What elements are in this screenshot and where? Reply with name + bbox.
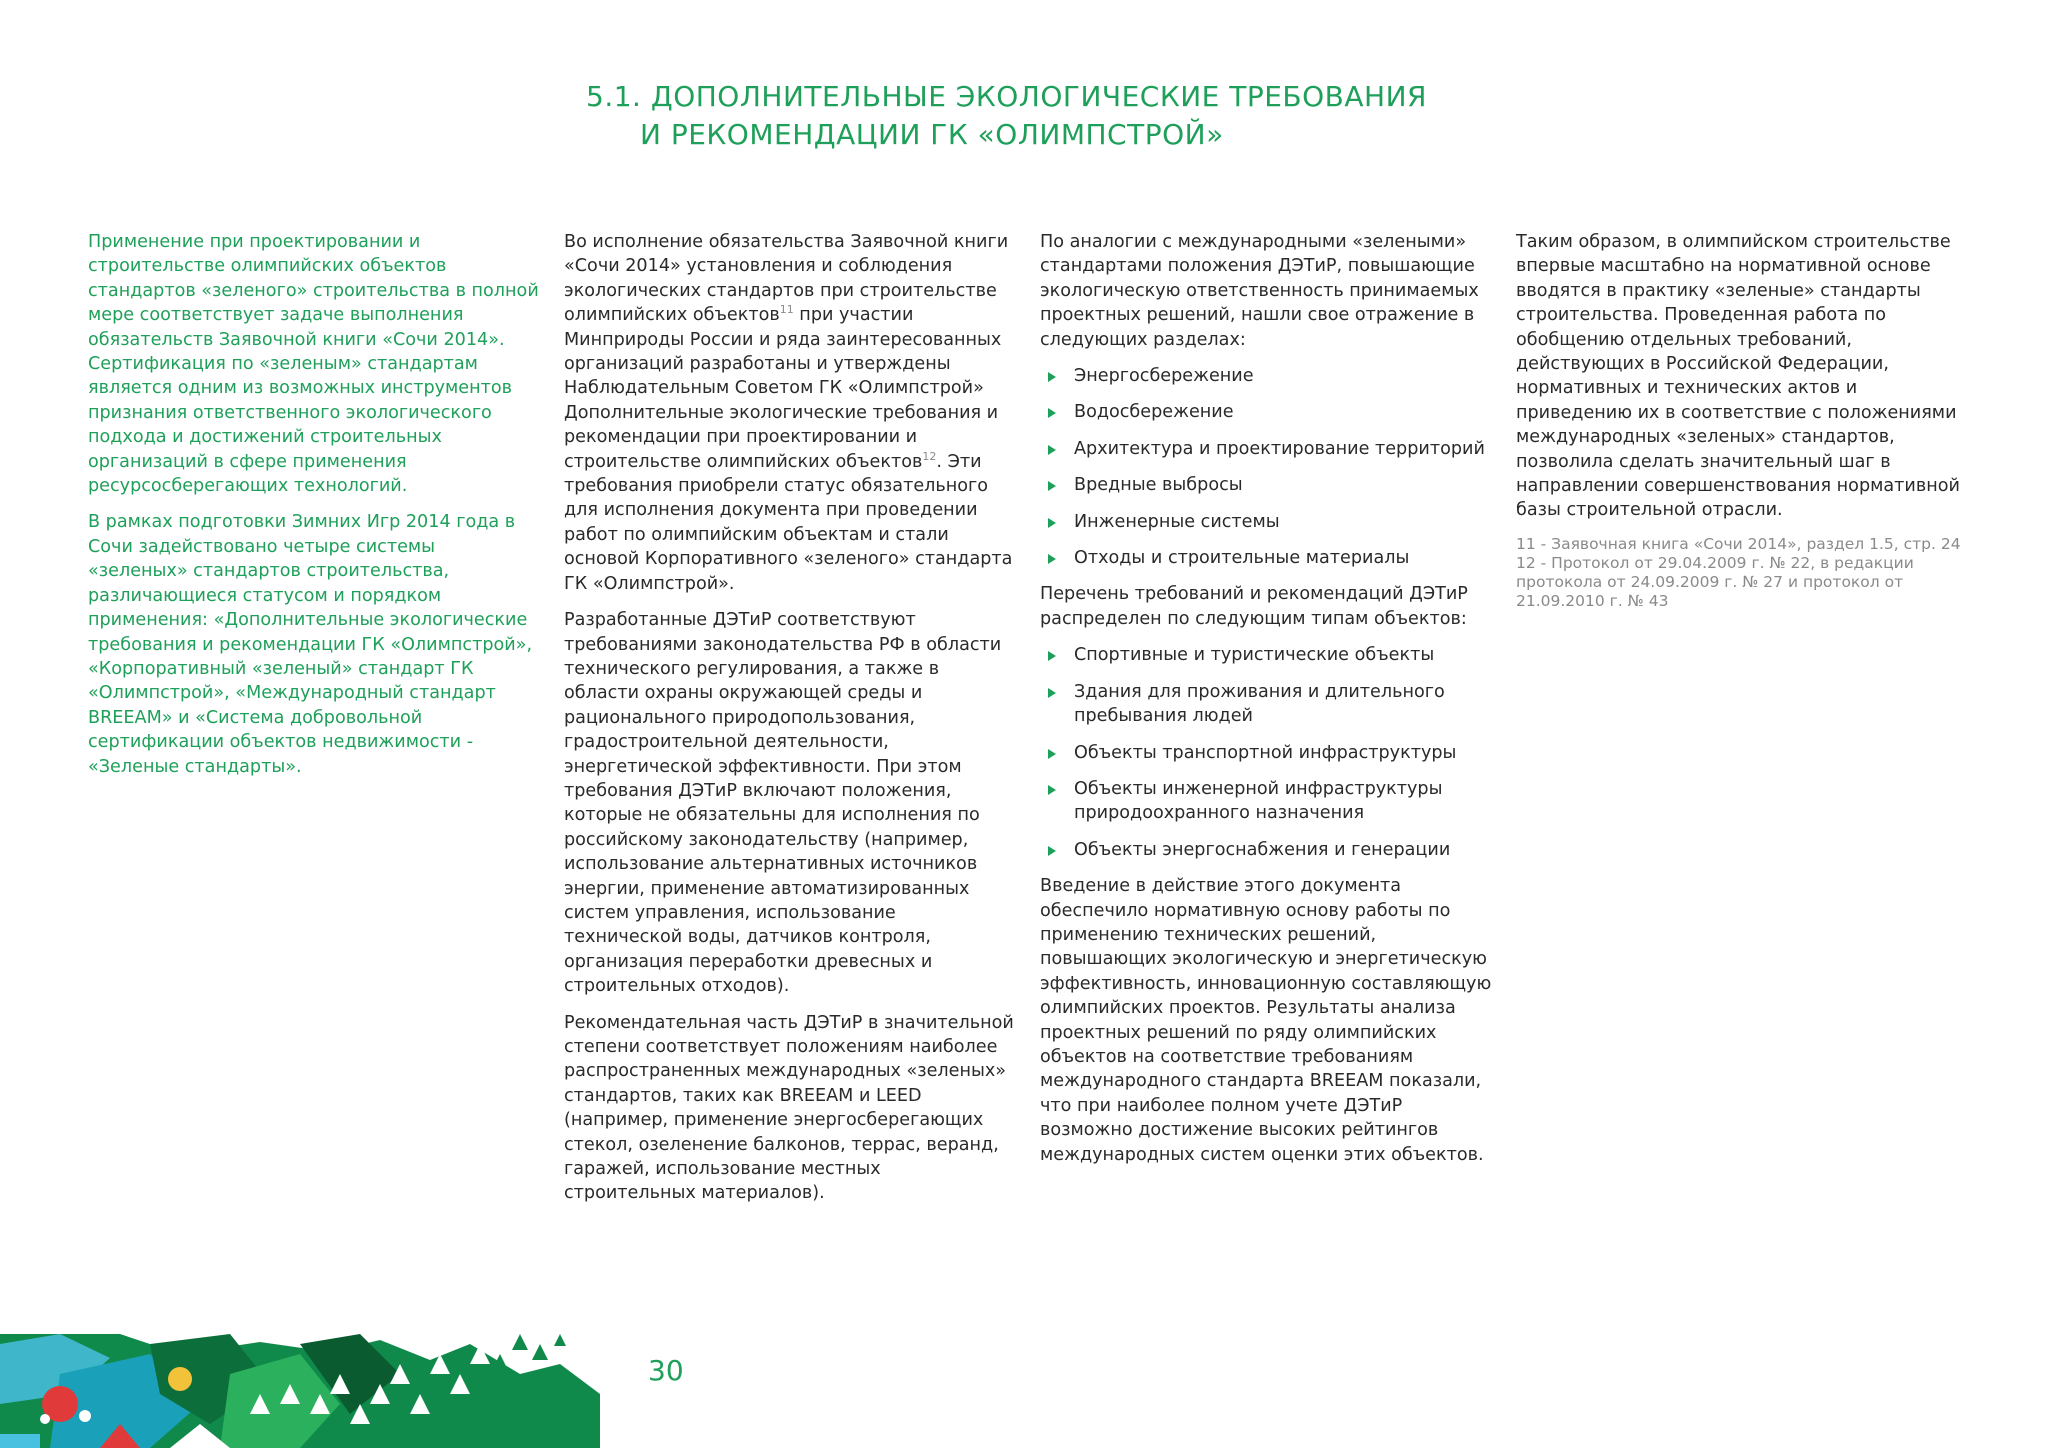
bullet-arrow-icon bbox=[1048, 846, 1056, 856]
section-title bbox=[586, 78, 1486, 154]
list-item bbox=[1040, 364, 1494, 388]
bullet-arrow-icon bbox=[1048, 518, 1056, 528]
decorative-pattern-ornament bbox=[0, 1334, 600, 1448]
list-item bbox=[1040, 838, 1494, 862]
list-item-label: Водосбережение bbox=[1074, 402, 1234, 423]
bullet-arrow-icon bbox=[1048, 481, 1056, 491]
list-item bbox=[1040, 510, 1494, 534]
list-item-label: Объекты инженерной инфраструктуры природоохранного назначения bbox=[1074, 778, 1443, 824]
list-item-label: Объекты энергоснабжения и генерации bbox=[1074, 839, 1451, 860]
footnotes bbox=[1516, 535, 1968, 611]
list-item bbox=[1040, 777, 1494, 826]
list-item bbox=[1040, 643, 1494, 667]
list-item-label: Архитектура и проектирование территорий bbox=[1074, 438, 1485, 459]
title-line-2: И РЕКОМЕНДАЦИИ ГК «ОЛИМПСТРОЙ» bbox=[640, 118, 1224, 151]
footnote-11: 11 - Заявочная книга «Сочи 2014», раздел 1.5, стр. 24 bbox=[1516, 534, 1961, 553]
intro-paragraph-2: В рамках подготовки Зимних Игр 2014 года в Сочи задействовано четыре системы «зеленых» стандартов строительства, различающиеся статусом и порядком применения: «Дополнительные экологические требования и рекомендации ГК «Олимпстрой», «Корпоративный «зеленый» стандарт ГК «Олимпстрой», «Международный стандарт BREEAM» и «Система добровольной сертификации объектов недвижимости - «Зеленые стандарты». bbox=[88, 512, 533, 777]
intro-paragraph-1: Применение при проектировании и строительстве олимпийских объектов стандартов «зеленого» строительства в полной мере соответствует задаче выполнения обязательств Заявочной книги «Сочи 2014». Сертификация по «зеленым» стандартам является одним из возможных инструментов признания ответственного экологического подхода и достижений строительных организаций в сфере применения ресурсосберегающих технологий. bbox=[88, 232, 539, 497]
page-number: 30 bbox=[648, 1354, 684, 1387]
bullet-arrow-icon bbox=[1048, 785, 1056, 795]
title-line-1: 5.1. ДОПОЛНИТЕЛЬНЫЕ ЭКОЛОГИЧЕСКИЕ ТРЕБОВАНИЯ bbox=[586, 80, 1427, 113]
sections-list bbox=[1040, 364, 1494, 570]
body-paragraph-2: Разработанные ДЭТиР соответствуют требованиями законодательства РФ в области технического регулирования, а также в области охраны окружающей среды и рационального природопользования, градостроительной деятельности, энергетической эффективности. При этом требования ДЭТиР включают положения, которые не обязательны для исполнения по российскому законодательству (например, использование альтернативных источников энергии, применение автоматизированных систем управления, использование технической воды, датчиков контроля, организация переработки древесных и строительных отходов). bbox=[564, 610, 1002, 997]
list-item-label: Инженерные системы bbox=[1074, 511, 1280, 532]
bullet-arrow-icon bbox=[1048, 408, 1056, 418]
summary-paragraph: Таким образом, в олимпийском строительстве впервые масштабно на нормативной основе вводятся в практику «зеленые» стандарты строительства. Проведенная работа по обобщению отдельных требований, действующих в Российской Федерации, нормативных и технических актов и приведению их в соответствие с положениями международных «зеленых» стандартов, позволила сделать значительный шаг в направлении совершенствования нормативной базы строительной отрасли. bbox=[1516, 232, 1960, 521]
footnote-12: 12 - Протокол от 29.04.2009 г. № 22, в редакции протокола от 24.09.2009 г. № 27 и протокол от 21.09.2010 г. № 43 bbox=[1516, 553, 1914, 610]
text-segment: Во исполнение обязательства Заявочной книги «Сочи 2014» установления и соблюдения экологических стандартов при строительстве олимпийских объектов bbox=[564, 232, 1009, 326]
list-item bbox=[1040, 437, 1494, 461]
list-item bbox=[1040, 741, 1494, 765]
body-column-4 bbox=[1516, 230, 1968, 611]
body-paragraph-3: Рекомендательная часть ДЭТиР в значительной степени соответствует положениям наиболее распространенных международных «зеленых» стандартов, таких как BREEAM и LEED (например, применение энергосберегающих стекол, озеленение балконов, террас, веранд, гаражей, использование местных строительных материалов). bbox=[564, 1012, 1014, 1204]
list-item-label: Здания для проживания и длительного пребывания людей bbox=[1074, 681, 1445, 727]
list-item bbox=[1040, 400, 1494, 424]
text-segment: при участии Минприроды России и ряда заинтересованных организаций разработаны и утверждены Наблюдательным Советом ГК «Олимпстрой» Дополнительные экологические требования и рекомендации при проектировании и строительстве олимпийских объектов bbox=[564, 305, 1002, 472]
text-segment: . Эти требования приобрели статус обязательного для исполнения документа при проведении работ по олимпийским объектам и стали основой Корпоративного «зеленого» стандарта ГК «Олимпстрой». bbox=[564, 451, 1013, 594]
list-item bbox=[1040, 546, 1494, 570]
footnote-ref-11: 11 bbox=[779, 303, 794, 317]
list-item-label: Вредные выбросы bbox=[1074, 475, 1243, 496]
list-item bbox=[1040, 680, 1494, 729]
bullet-arrow-icon bbox=[1048, 445, 1056, 455]
list-item-label: Спортивные и туристические объекты bbox=[1074, 645, 1435, 666]
list-item-label: Энергосбережение bbox=[1074, 366, 1254, 387]
bullet-arrow-icon bbox=[1048, 372, 1056, 382]
footnote-ref-12: 12 bbox=[922, 449, 937, 463]
body-paragraph-1 bbox=[564, 230, 1018, 596]
list-item-label: Отходы и строительные материалы bbox=[1074, 548, 1410, 569]
bullet-arrow-icon bbox=[1048, 651, 1056, 661]
conclusion-paragraph: Введение в действие этого документа обеспечило нормативную основу работы по применению технических решений, повышающих экологическую и энергетическую эффективность, инновационную составляющую олимпийских проектов. Результаты анализа проектных решений по ряду олимпийских объектов на соответствие требованиям международного стандарта BREEAM показали, что при наиболее полном учете ДЭТиР возможно достижение высоких рейтингов международных систем оценки этих объектов. bbox=[1040, 876, 1492, 1165]
list-item bbox=[1040, 473, 1494, 497]
object-types-list bbox=[1040, 643, 1494, 862]
bullet-arrow-icon bbox=[1048, 688, 1056, 698]
bullet-arrow-icon bbox=[1048, 554, 1056, 564]
sections-intro: По аналогии с международными «зелеными» стандартами положения ДЭТиР, повышающие экологическую ответственность принимаемых проектных решений, нашли свое отражение в следующих разделах: bbox=[1040, 232, 1479, 350]
bullet-arrow-icon bbox=[1048, 749, 1056, 759]
types-intro: Перечень требований и рекомендаций ДЭТиР распределен по следующим типам объектов: bbox=[1040, 584, 1468, 629]
body-column-3 bbox=[1040, 230, 1494, 1179]
body-column-2 bbox=[564, 230, 1018, 1218]
list-item-label: Объекты транспортной инфраструктуры bbox=[1074, 742, 1457, 763]
intro-column bbox=[88, 230, 540, 791]
